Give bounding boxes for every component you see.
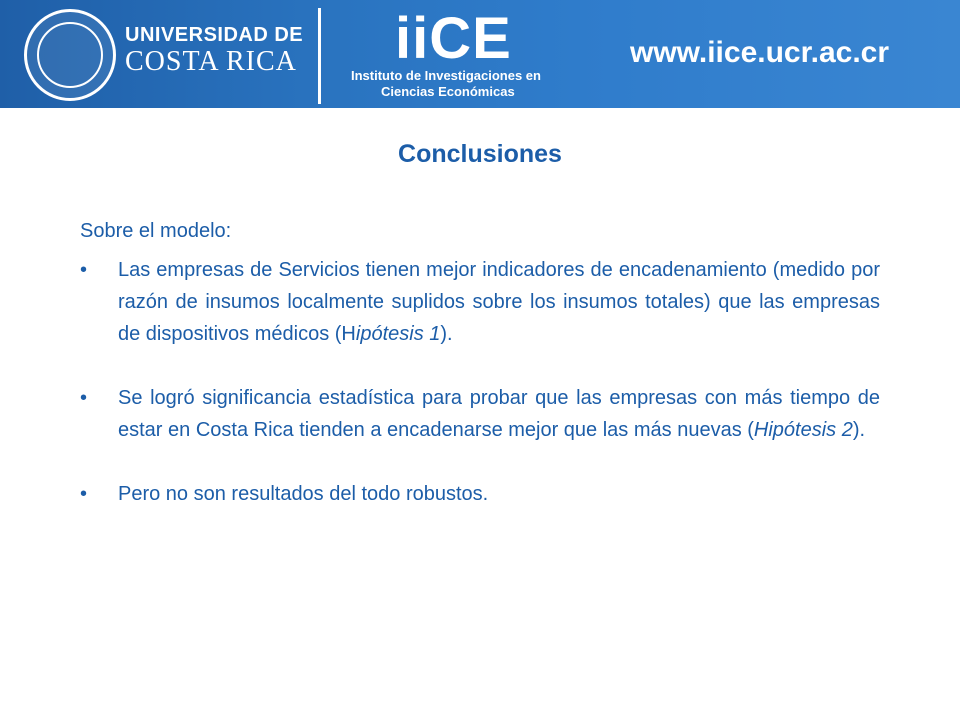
university-seal-icon bbox=[24, 9, 116, 101]
slide-title: Conclusiones bbox=[398, 140, 562, 168]
institute-name-line1: Instituto de Investigaciones en bbox=[351, 68, 541, 83]
bullet-list bbox=[80, 254, 880, 542]
bullet-item bbox=[80, 478, 880, 510]
bullet-italic: Hipótesis 2 bbox=[753, 419, 853, 441]
institute-name-line2: Ciencias Económicas bbox=[381, 84, 515, 99]
bullet-icon: • bbox=[80, 483, 88, 505]
website-url: www.iice.ucr.ac.cr bbox=[630, 36, 890, 69]
section-lead: Sobre el modelo: bbox=[80, 220, 232, 242]
institute-logo: iiCE bbox=[395, 6, 512, 71]
university-name-line2: COSTA RICA bbox=[125, 46, 297, 77]
bullet-item bbox=[80, 254, 880, 350]
bullet-text: Pero no son resultados del todo robustos. bbox=[118, 483, 489, 505]
bullet-item bbox=[80, 382, 880, 446]
university-name-line1: UNIVERSIDAD DE bbox=[125, 24, 304, 46]
bullet-text-end: ). bbox=[852, 419, 866, 441]
seal-inner-ring bbox=[37, 22, 103, 88]
header-banner bbox=[0, 0, 960, 108]
bullet-text: Las empresas de Servicios tienen mejor indicadores de encadenamiento (medido por razón de insumos localmente suplidos sobre los insumos totales) que las empresas de dispositivos médicos (H bbox=[118, 259, 880, 345]
bullet-italic: ipótesis 1 bbox=[355, 323, 441, 345]
header-divider bbox=[318, 8, 321, 104]
bullet-icon: • bbox=[80, 259, 88, 281]
bullet-text: Se logró significancia estadística para probar que las empresas con más tiempo de estar en Costa Rica tienden a encadenarse mejor que las más nuevas ( bbox=[118, 387, 880, 441]
bullet-icon: • bbox=[80, 387, 88, 409]
bullet-text-end: ). bbox=[440, 323, 453, 345]
